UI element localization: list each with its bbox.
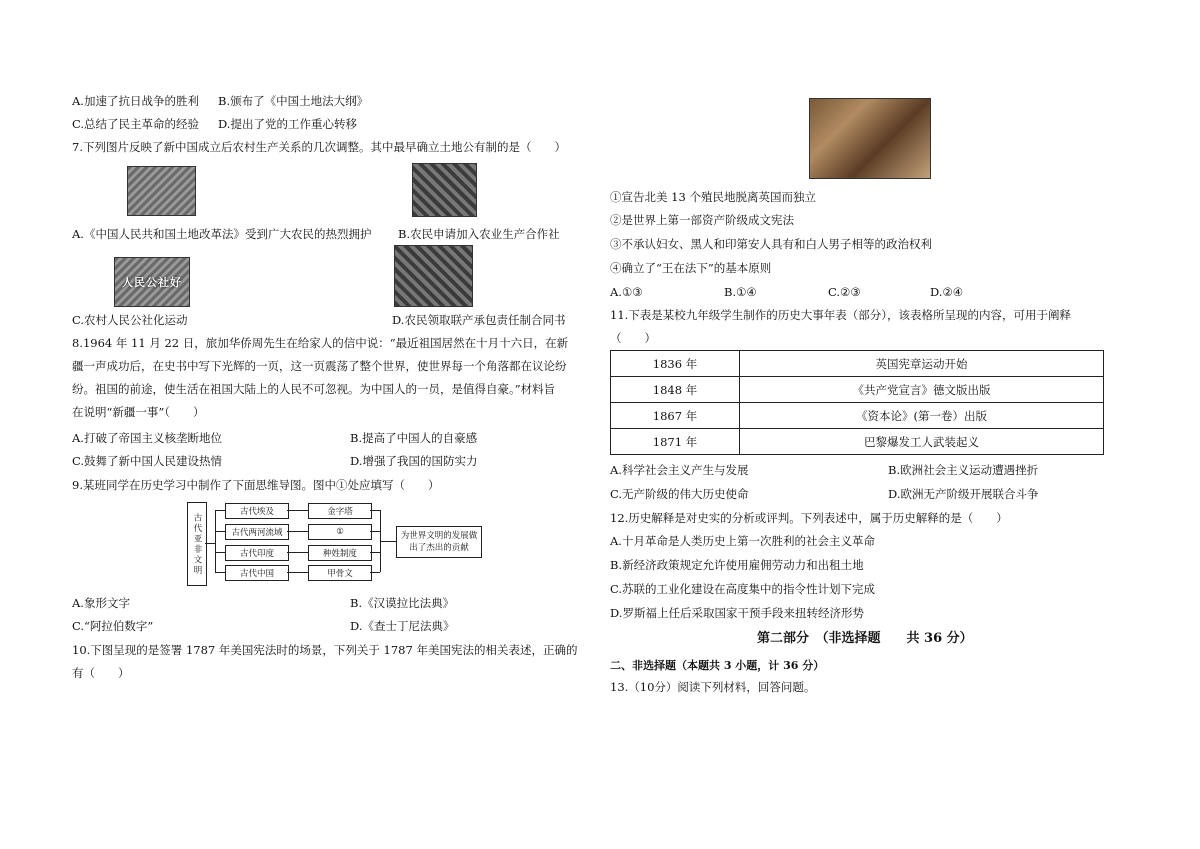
q10-stem-line-1: 10.下图呈现的是签署 1787 年美国宪法时的场景，下列关于 1787 年美国宪法的相关表述，正确的 [72,643,578,657]
table-cell-event: 《共产党宣言》德文版出版 [740,377,1104,403]
q12-option-d: D.罗斯福上任后采取国家干预手段来扭转经济形势 [610,606,864,620]
land-reform-photo [127,166,196,216]
q10-option-c: C.②③ [828,285,861,299]
q7-option-a: A.《中国人民共和国土地改革法》受到广大农民的热烈拥护 [72,227,372,241]
section-title: 二、非选择题（本题共 3 小题，计 36 分） [610,659,825,672]
mindmap-item-3: 种姓制度 [308,545,372,561]
q9-stem: 9.某班同学在历史学习中制作了下面思维导图。图中①处应填写（ ） [72,478,440,492]
mindmap-root: 古代亚非文明 [187,502,207,586]
q8-stem-line-1: 8.1964 年 11 月 22 日，旅加华侨周先生在给家人的信中说：“最近祖国居然在十月十六日，在新 [72,336,569,350]
table-cell-year: 1848 年 [611,377,740,403]
q10-item-1: ①宣告北美 13 个殖民地脱离英国而独立 [610,190,816,204]
table-row [611,403,1104,429]
q11-option-b: B.欧洲社会主义运动遭遇挫折 [888,463,1039,477]
table-cell-event: 巴黎爆发工人武装起义 [740,429,1104,455]
part-two-title: 第二部分 （非选择题 共 36 分） [757,631,973,646]
mindmap-item-2: ① [308,524,372,540]
events-table [610,350,1104,455]
q8-stem-line-4: 在说明“新疆一事”（ ） [72,405,205,419]
q7-option-b: B.农民申请加入农业生产合作社 [398,227,560,241]
q8-option-c: C.鼓舞了新中国人民建设热情 [72,454,223,468]
table-cell-event: 英国宪章运动开始 [740,351,1104,377]
q8-option-b: B.提高了中国人的自豪感 [350,431,478,445]
q6-option-c: C.总结了民主革命的经验 [72,117,200,131]
q8-stem-line-2: 疆一声成功后，在史书中写下光辉的一页，这一页震荡了整个世界，使世界每一个角落都在议论纷 [72,359,567,373]
q10-option-b: B.①④ [724,285,757,299]
q9-option-d: D.《查士丁尼法典》 [350,619,455,633]
q12-stem: 12.历史解释是对史实的分析或评判。下列表述中，属于历史解释的是（ ） [610,511,1008,525]
commune-photo-caption: 人民公社好 [122,276,182,289]
q6-option-a: A.加速了抗日战争的胜利 [72,94,199,108]
q10-stem-line-2: 有（ ） [72,666,130,680]
q11-option-c: C.无产阶级的伟大历史使命 [610,487,749,501]
commune-photo [114,257,190,307]
q11-option-d: D.欧洲无产阶级开展联合斗争 [888,487,1039,501]
q6-option-b: B.颁布了《中国土地法大纲》 [218,94,369,108]
mindmap-civ-2: 古代两河流域 [225,524,289,540]
mindmap-conclusion: 为世界文明的发展做出了杰出的贡献 [396,526,482,558]
q6-option-d: D.提出了党的工作重心转移 [218,117,357,131]
constitution-signing-painting [809,98,931,179]
contract-photo [394,245,473,307]
q8-option-d: D.增强了我国的国防实力 [350,454,478,468]
q10-item-4: ④确立了“王在法下”的基本原则 [610,261,772,275]
q11-option-a: A.科学社会主义产生与发展 [610,463,749,477]
q9-option-a: A.象形文字 [72,596,130,610]
q10-option-d: D.②④ [930,285,964,299]
cooperative-photo [412,163,477,217]
q13-stem: 13.（10分）阅读下列材料，回答问题。 [610,680,816,694]
q7-option-c: C.农村人民公社化运动 [72,313,188,327]
q10-item-3: ③不承认妇女、黑人和印第安人具有和白人男子相等的政治权利 [610,237,932,251]
mindmap-item-4: 甲骨文 [308,565,372,581]
mindmap-civ-3: 古代印度 [225,545,289,561]
table-row [611,351,1104,377]
q12-option-c: C.苏联的工业化建设在高度集中的指令性计划下完成 [610,582,876,596]
q7-stem: 7.下列图片反映了新中国成立后农村生产关系的几次调整。其中最早确立土地公有制的是（ ） [72,140,566,154]
q9-option-c: C.“阿拉伯数字” [72,619,154,633]
table-cell-year: 1871 年 [611,429,740,455]
q9-option-b: B.《汉谟拉比法典》 [350,596,455,610]
table-cell-event: 《资本论》(第一卷）出版 [740,403,1104,429]
q11-stem-line-2: （ ） [610,331,656,345]
q12-option-b: B.新经济政策规定允许使用雇佣劳动力和出租土地 [610,558,864,572]
q11-stem-line-1: 11.下表是某校九年级学生制作的历史大事年表（部分），该表格所呈现的内容，可用于阐释 [610,308,1072,322]
q7-option-d: D.农民领取联产承包责任制合同书 [392,313,566,327]
q10-item-2: ②是世界上第一部资产阶级成文宪法 [610,213,794,227]
table-row [611,377,1104,403]
mindmap-civ-1: 古代埃及 [225,503,289,519]
table-row [611,429,1104,455]
table-cell-year: 1836 年 [611,351,740,377]
q8-option-a: A.打破了帝国主义核垄断地位 [72,431,222,445]
q12-option-a: A.十月革命是人类历史上第一次胜利的社会主义革命 [610,534,875,548]
table-cell-year: 1867 年 [611,403,740,429]
q8-stem-line-3: 纷。祖国的前途，使生活在祖国大陆上的人民不可忽视。为中国人的一员，是值得自豪。”材料旨 [72,382,556,396]
mindmap-civ-4: 古代中国 [225,565,289,581]
mindmap-item-1: 金字塔 [308,503,372,519]
q10-option-a: A.①③ [610,285,643,299]
